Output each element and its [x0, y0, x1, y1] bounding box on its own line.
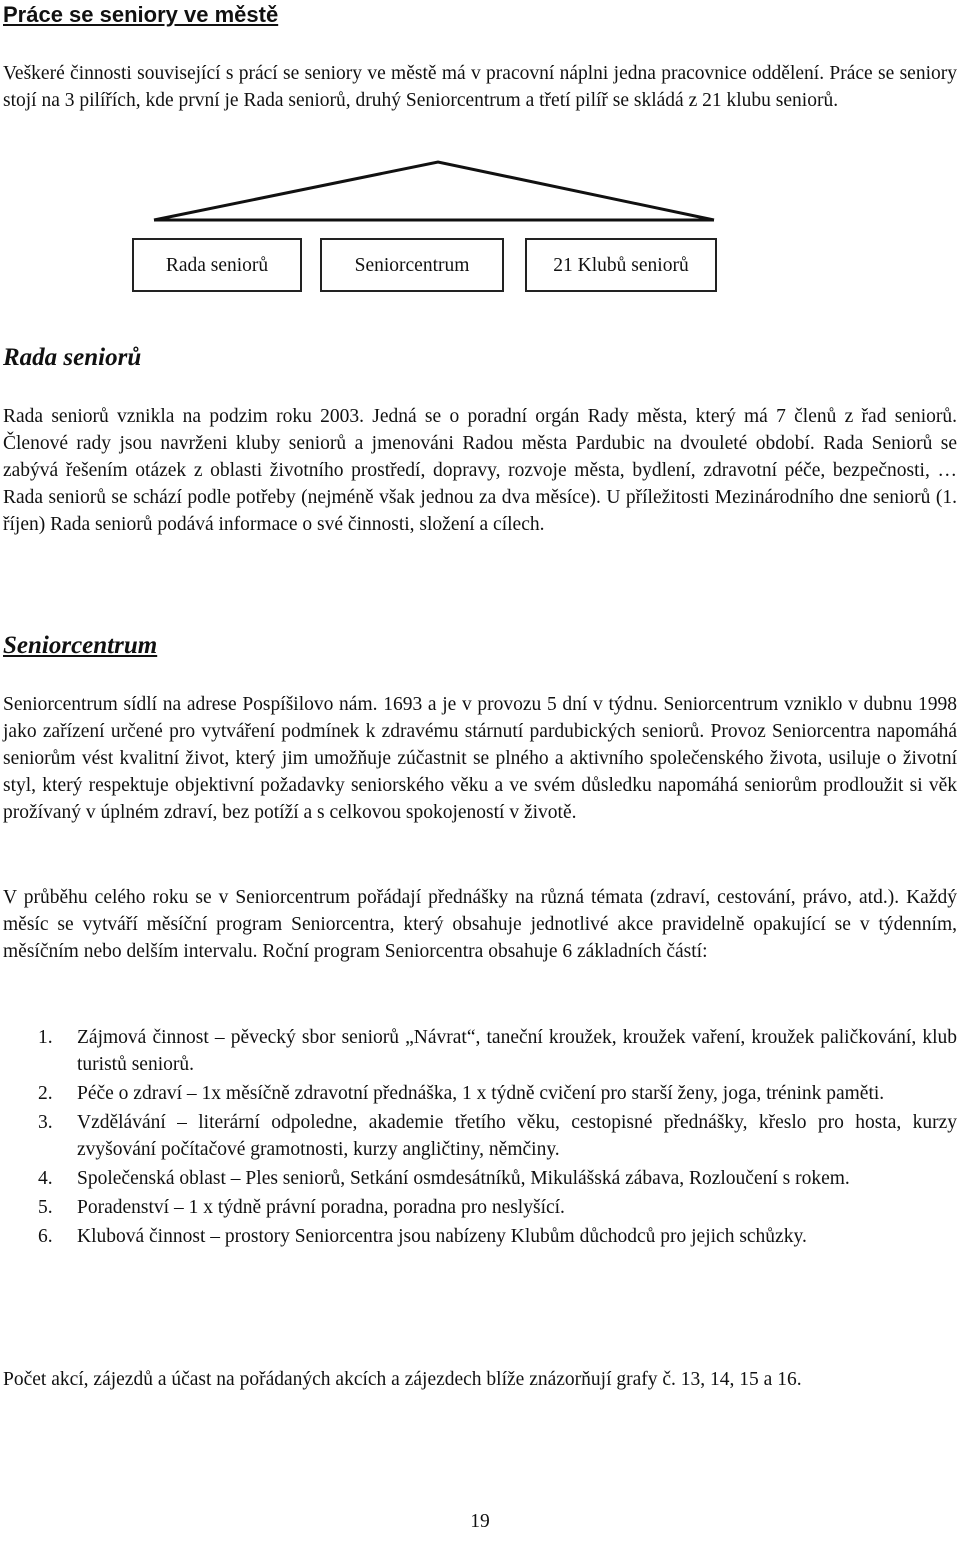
section-heading-seniorcentrum: Seniorcentrum	[3, 632, 158, 659]
list-item	[3, 1109, 957, 1163]
seniorcentrum-paragraph-1: Seniorcentrum sídlí na adrese Pospíšilovo nám. 1693 a je v provozu 5 dní v týdnu. Seniorcentrum vzniklo v dubnu 1998 jako zařízení určené pro vytváření podmínek k zdravému stárnutí pardubických seniorů. Provoz Seniorcentra napomáhá seniorům vést kvalitní život, který jim umožňuje zúčastnit se plného a aktivního společenského života, usiluje o životní styl, který respektuje objektivní požadavky seniorského věku a ve svém důsledku napomáhá seniorům prodloužit si věk prožívaný v úplném zdraví, bez potíží a s celkovou spokojeností v životě.	[3, 694, 957, 823]
pillars-roof	[3, 158, 957, 228]
list-item	[3, 1194, 957, 1221]
list-item-text: Péče o zdraví – 1x měsíčně zdravotní přednáška, 1 x týdně cvičení pro starší ženy, joga, trénink paměti.	[77, 1083, 885, 1104]
list-item	[3, 1223, 957, 1250]
page-title: Práce se seniory ve městě	[3, 2, 279, 27]
pillar-box-kluby: 21 Klubů seniorů	[525, 238, 717, 292]
list-item-text: Poradenství – 1 x týdně právní poradna, poradna pro neslyšící.	[77, 1197, 565, 1218]
list-item-text: Zájmová činnost – pěvecký sbor seniorů „Návrat“, taneční kroužek, kroužek vaření, kroužek paličkování, klub turistů seniorů.	[77, 1027, 957, 1075]
seniorcentrum-paragraph-2: V průběhu celého roku se v Seniorcentrum pořádají přednášky na různá témata (zdraví, cestování, právo, atd.). Každý měsíc se vytváří měsíční program Seniorcentra, který obsahuje jednotlivé akce pravidelně opakující se v týdenním, měsíčním nebo delším intervalu. Roční program Seniorcentra obsahuje 6 základních částí:	[3, 887, 957, 962]
list-item-text: Klubová činnost – prostory Seniorcentra jsou nabízeny Klubům důchodců pro jejich schůzky.	[77, 1226, 807, 1247]
pillars-diagram	[3, 158, 957, 308]
pillar-box-rada: Rada seniorů	[132, 238, 302, 292]
section-heading-rada: Rada seniorů	[3, 344, 142, 371]
list-item-number: 5.	[38, 1197, 53, 1218]
list-item-text: Vzdělávání – literární odpoledne, akademie třetího věku, cestopisné přednášky, křeslo pro hosta, kurzy zvyšování počítačové gramotnosti, kurzy angličtiny, němčiny.	[77, 1112, 957, 1160]
list-item-number: 4.	[38, 1168, 53, 1189]
list-item-number: 2.	[38, 1083, 53, 1104]
list-item-number: 6.	[38, 1226, 53, 1247]
list-item	[3, 1024, 957, 1078]
page-number: 19	[470, 1511, 490, 1532]
intro-paragraph: Veškeré činnosti související s prácí se seniory ve městě má v pracovní náplni jedna pracovnice oddělení. Práce se seniory stojí na 3 pilířích, kde první je Rada seniorů, druhý Seniorcentrum a třetí pilíř se skládá z 21 klubu seniorů.	[3, 63, 957, 111]
list-item	[3, 1165, 957, 1192]
list-item-number: 3.	[38, 1112, 53, 1133]
list-item-number: 1.	[38, 1027, 53, 1048]
closing-paragraph: Počet akcí, zájezdů a účast na pořádaných akcích a zájezdech blíže znázorňují grafy č. 13, 14, 15 a 16.	[3, 1369, 802, 1390]
rada-paragraph: Rada seniorů vznikla na podzim roku 2003. Jedná se o poradní orgán Rady města, který má 7 členů z řad seniorů. Členové rady jsou navrženi kluby seniorů a jmenováni Radou města Pardubic na dvouleté období. Rada Seniorů se zabývá řešením otázek z oblasti životního prostředí, dopravy, rozvoje města, bydlení, zdravotní péče, bezpečnosti, … Rada seniorů se schází podle potřeby (nejméně však jednou za dva měsíce). U příležitosti Mezinárodního dne seniorů (1. říjen) Rada seniorů podává informace o své činnosti, složení a cílech.	[3, 406, 957, 535]
list-item-text: Společenská oblast – Ples seniorů, Setkání osmdesátníků, Mikulášská zábava, Rozloučení s rokem.	[77, 1168, 850, 1189]
pillar-box-seniorcentrum: Seniorcentrum	[320, 238, 504, 292]
program-list	[3, 1024, 957, 1252]
list-item	[3, 1080, 957, 1107]
